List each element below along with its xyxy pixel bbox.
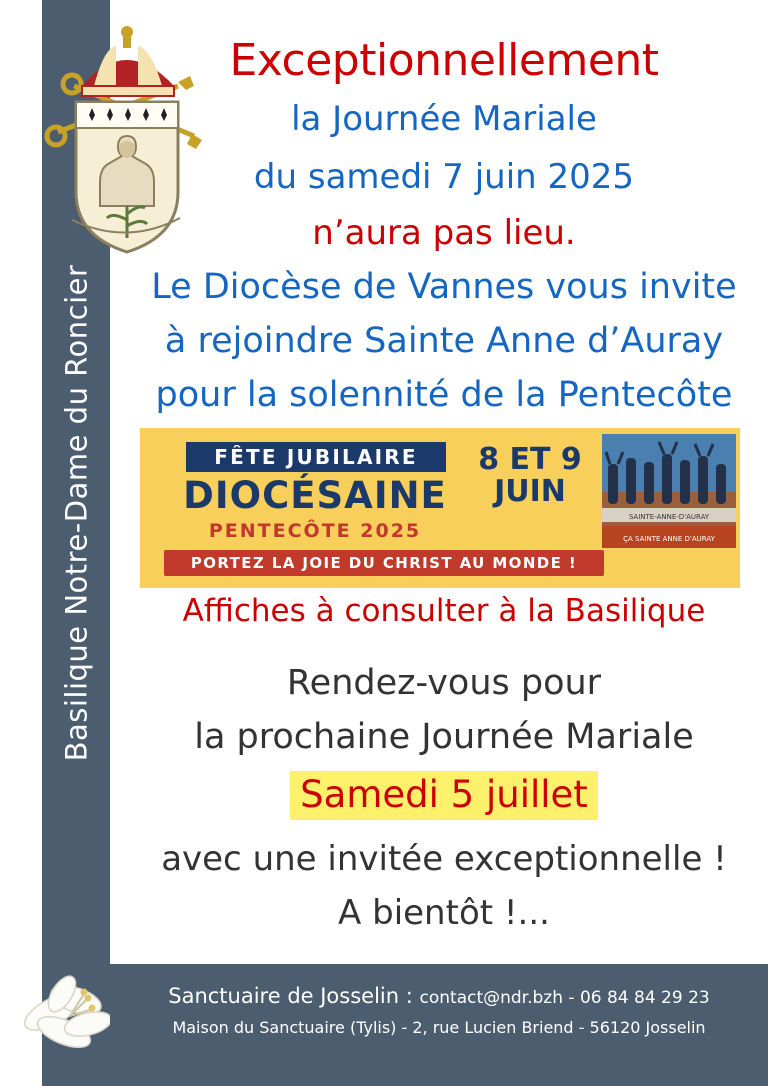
- line-posters-note: Affiches à consulter à la Basilique: [182, 593, 706, 629]
- banner-photo: [602, 434, 736, 548]
- main-content: [120, 0, 768, 1086]
- next-date-text: Samedi 5 juillet: [290, 771, 598, 820]
- banner-dates: [470, 444, 590, 507]
- line-closing: A bientôt !...: [338, 893, 550, 933]
- banner-title-top: FÊTE JUBILAIRE: [186, 442, 446, 472]
- banner-title-main: DIOCÉSAINE: [183, 474, 447, 517]
- banner-dates-line1: 8 ET 9: [478, 442, 582, 477]
- footer-contact-details: contact@ndr.bzh - 06 84 84 29 23: [419, 988, 710, 1008]
- line-invitation-1: Le Diocèse de Vannes vous invite: [151, 267, 737, 307]
- banner-dates-line2: JUIN: [494, 473, 566, 509]
- svg-text:SAINTE-ANNE-D'AURAY: SAINTE-ANNE-D'AURAY: [628, 513, 710, 521]
- banner-slogan: PORTEZ LA JOIE DU CHRIST AU MONDE !: [164, 550, 604, 576]
- line-next-date-highlight: [120, 774, 768, 815]
- svg-text:ÇA SAINTE ANNE D'AURAY: ÇA SAINTE ANNE D'AURAY: [623, 535, 715, 543]
- footer-address-line: Maison du Sanctuaire (Tylis) - 2, rue Lucien Briend - 56120 Josselin: [172, 1018, 706, 1037]
- line-journee-mariale: la Journée Mariale: [291, 99, 597, 139]
- headline: Exceptionnellement: [229, 35, 659, 86]
- line-rendezvous-2: la prochaine Journée Mariale: [194, 717, 694, 757]
- side-band-title-text: Basilique Notre-Dame du Roncier: [59, 264, 94, 762]
- footer-bar: [110, 964, 768, 1086]
- line-invitation-3: pour la solennité de la Pentecôte: [155, 375, 733, 415]
- diocesan-feast-banner: [140, 428, 740, 588]
- banner-subtitle: PENTECÔTE 2025: [208, 520, 422, 542]
- line-special-guest: avec une invitée exceptionnelle !: [161, 839, 727, 879]
- line-event-date: du samedi 7 juin 2025: [253, 157, 635, 197]
- footer-sanctuary-name: Sanctuaire de Josselin :: [168, 984, 420, 1008]
- line-rendezvous-1: Rendez-vous pour: [286, 663, 602, 703]
- line-invitation-2: à rejoindre Sainte Anne d’Auray: [164, 321, 724, 361]
- footer-contact-line: [110, 984, 768, 1008]
- line-cancelled: n’aura pas lieu.: [312, 213, 576, 253]
